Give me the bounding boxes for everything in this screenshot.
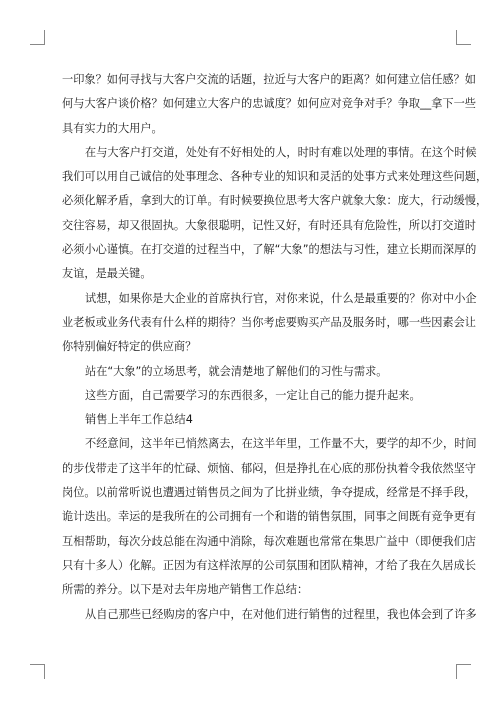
text-line: 的步伐带走了这半年的忙碌、烦恼、郁闷，但是挣扎在心底的那份执着令我依然坚守 xyxy=(62,461,476,475)
text-line: 销售上半年工作总结4 xyxy=(85,413,193,427)
text-line: 岗位。以前常听说也遭遇过销售员之间为了比拼业绩，争夺提成，经常是不择手段， xyxy=(62,486,476,500)
text-line: 在与大客户打交道，处处有不好相处的人，时时有难以处理的事情。在这个时候 xyxy=(85,145,477,159)
text-line: 必须小心谨慎。在打交道的过程当中，了解“大象”的想法与习性，建立长期而深厚的 xyxy=(62,243,477,257)
crop-mark-top-right xyxy=(456,30,471,45)
text-line: 试想，如果你是大企业的首席执行官，对你来说，什么是最重要的？你对中小企 xyxy=(85,291,477,305)
text-line: 不经意间，这半年已悄然离去，在这半年里，工作量不大，要学的却不少，时间 xyxy=(85,437,477,451)
text-line: 何与大客户谈价格？如何建立大客户的忠诚度？如何应对竞争对手？争取__拿下一些 xyxy=(62,97,476,111)
text-line: 我们可以用自己诚信的处事理念、各种专业的知识和灵活的处事方式来处理这些问题， xyxy=(62,170,488,184)
text-line: 所需的养分。以下是对去年房地产销售工作总结： xyxy=(62,583,309,597)
text-line: 你特别偏好特定的供应商？ xyxy=(62,340,197,354)
text-line: 诡计迭出。幸运的是我所在的公司拥有一个和谐的销售氛围，同事之间既有竞争更有 xyxy=(62,510,476,524)
text-line: 这些方面，自己需要学习的东西很多，一定让自己的能力提升起来。 xyxy=(85,388,421,402)
text-line: 只有十多人）化解。正因为有这样浓厚的公司氛围和团队精神，才给了我在久居成长 xyxy=(62,558,476,572)
crop-mark-bottom-left xyxy=(30,664,45,679)
text-line: 站在“大象”的立场思考，就会清楚地了解他们的习性与需求。 xyxy=(85,364,388,378)
text-line: 从自己那些已经购房的客户中，在对他们进行销售的过程里，我也体会到了许多 xyxy=(85,607,477,621)
text-line: 必须化解矛盾，拿到大的订单。有时候要换位思考大客户就象大象：庞大，行动缓慢， xyxy=(62,194,488,208)
text-line: 互相帮助，每次分歧总能在沟通中消除，每次难题也常常在集思广益中（即便我们店 xyxy=(62,534,476,548)
text-line: 具有实力的大用户。 xyxy=(62,121,163,135)
text-line: 友谊，是最关键。 xyxy=(62,267,152,281)
text-line: 交往容易，却又很固执。大象很聪明，记性又好，有时还具有危险性，所以打交道时 xyxy=(62,218,476,232)
document-body xyxy=(62,68,488,627)
text-line: 业老板或业务代表有什么样的期待？当你考虑要购买产品及服务时，哪一些因素会让 xyxy=(62,315,476,329)
crop-mark-top-left xyxy=(30,30,45,45)
text-line: 一印象？如何寻找与大客户交流的话题，拉近与大客户的距离？如何建立信任感？如 xyxy=(62,73,476,86)
crop-mark-bottom-right xyxy=(456,664,471,679)
